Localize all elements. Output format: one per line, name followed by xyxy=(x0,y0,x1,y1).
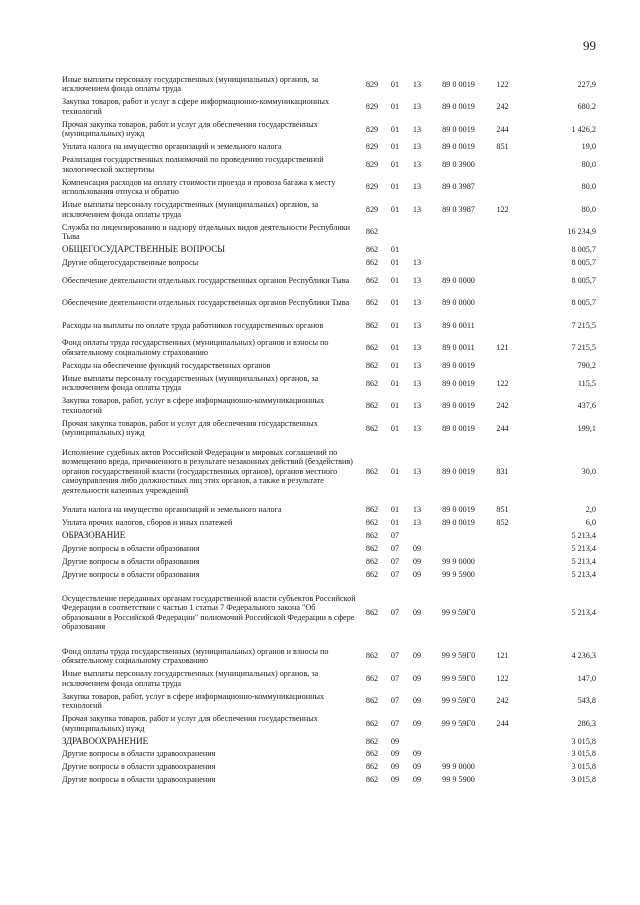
subsection-code: 13 xyxy=(412,466,422,476)
section-code: 01 xyxy=(390,518,400,528)
subsection-code: 09 xyxy=(412,762,422,772)
item-name: Расходы на обеспечение функций государственных органов xyxy=(62,360,271,370)
subsection-code: 09 xyxy=(412,543,422,553)
ministry-code: 862 xyxy=(365,343,379,353)
ministry-code: 862 xyxy=(365,762,379,772)
section-code: 07 xyxy=(390,673,400,683)
item-name: Иные выплаты персоналу государственных (муниципальных) органов, за исключением фонда оплаты труда xyxy=(62,74,319,94)
item-name: ОБРАЗОВАНИЕ xyxy=(62,530,126,541)
amount: 199,1 xyxy=(577,423,596,433)
ministry-code: 862 xyxy=(365,320,379,330)
table-row xyxy=(62,667,596,690)
expense-type-code: 242 xyxy=(496,102,509,111)
expense-type-code: 242 xyxy=(496,401,509,411)
subsection-code: 13 xyxy=(412,102,422,111)
amount: 1 426,2 xyxy=(571,124,596,134)
subsection-code: 13 xyxy=(412,124,422,134)
table-row xyxy=(62,372,596,395)
section-code: 07 xyxy=(390,556,400,566)
ministry-code: 862 xyxy=(365,360,379,370)
amount: 543,8 xyxy=(577,696,596,706)
subsection-code: 13 xyxy=(412,204,422,214)
ministry-code: 829 xyxy=(365,142,379,152)
section-code: 01 xyxy=(390,257,400,267)
table-row xyxy=(62,395,596,418)
subsection-code: 13 xyxy=(412,159,422,169)
section-code: 07 xyxy=(390,608,400,618)
subsection-code: 13 xyxy=(412,275,422,285)
table-row xyxy=(62,198,596,221)
ministry-code: 862 xyxy=(365,401,379,411)
ministry-code: 862 xyxy=(365,673,379,683)
expense-type-code: 244 xyxy=(496,423,509,433)
subsection-code: 09 xyxy=(412,651,422,661)
target-article-code: 99 9 59Г0 xyxy=(441,718,476,728)
target-article-code: 89 0 0019 xyxy=(442,423,475,433)
section-code: 01 xyxy=(390,466,400,476)
expense-type-code: 831 xyxy=(496,466,509,476)
table-row xyxy=(62,516,596,529)
section-code: 07 xyxy=(390,569,400,579)
item-name: Фонд оплаты труда государственных (муниципальных) органов и взносы по обязательному социальному страхованию xyxy=(62,338,329,357)
target-article-code: 89 0 0019 xyxy=(442,518,475,528)
table-row xyxy=(62,314,596,337)
table-row xyxy=(62,118,596,141)
section-row xyxy=(62,529,596,542)
ministry-code: 829 xyxy=(365,182,379,192)
ministry-code: 862 xyxy=(365,378,379,388)
subsection-code: 09 xyxy=(412,556,422,566)
table-row xyxy=(62,761,596,774)
subsection-code: 13 xyxy=(412,257,422,267)
item-name: Другие вопросы в области здравоохранения xyxy=(62,762,216,772)
ministry-code: 862 xyxy=(365,245,379,255)
ministry-code: 862 xyxy=(365,531,379,541)
amount: 80,0 xyxy=(581,182,596,192)
amount: 5 213,4 xyxy=(571,556,596,566)
section-code: 01 xyxy=(390,505,400,515)
item-name: Расходы на выплаты по оплате труда работников государственных органов xyxy=(62,320,324,330)
item-name: Другие вопросы в области образования xyxy=(62,569,200,579)
target-article-code: 99 9 0000 xyxy=(442,762,475,772)
expense-type-code: 852 xyxy=(496,518,509,528)
section-code: 07 xyxy=(390,531,400,541)
subsection-code: 09 xyxy=(412,749,422,759)
section-code: 07 xyxy=(390,718,400,728)
subsection-code: 13 xyxy=(412,423,422,433)
amount: 2,0 xyxy=(585,505,596,515)
item-name: Другие общегосударственные вопросы xyxy=(62,257,199,267)
item-name: Закупка товаров, работ и услуг в сфере информационно-коммуникационных технологий xyxy=(62,97,330,116)
amount: 5 213,4 xyxy=(571,531,596,541)
item-name: Компенсация расходов на оплату стоимости проезда и провоза багажа к месту использования отпуска и обратно xyxy=(62,177,336,197)
section-code: 01 xyxy=(390,343,400,353)
ministry-code: 862 xyxy=(365,298,379,308)
subsection-code: 09 xyxy=(412,569,422,579)
table-row xyxy=(62,153,596,176)
section-code: 01 xyxy=(390,124,400,134)
ministry-code: 829 xyxy=(365,204,379,214)
ministry-code: 862 xyxy=(365,696,379,706)
expense-type-code: 244 xyxy=(496,124,509,134)
ministry-code: 862 xyxy=(365,275,379,285)
table-row xyxy=(62,417,596,440)
section-code: 01 xyxy=(390,298,400,308)
subsection-code: 13 xyxy=(412,343,422,353)
item-name: Уплата налога на имущество организаций и земельного налога xyxy=(62,505,282,515)
amount: 8 005,7 xyxy=(571,275,596,285)
section-code: 01 xyxy=(390,182,400,192)
item-name: Обеспечение деятельности отдельных государственных органов Республики Тыва xyxy=(62,298,350,308)
section-code: 09 xyxy=(390,749,400,759)
target-article-code: 89 0 0019 xyxy=(442,360,475,370)
target-article-code: 89 0 0019 xyxy=(442,466,475,476)
ministry-code: 862 xyxy=(365,423,379,433)
subsection-code: 09 xyxy=(412,673,422,683)
table-row xyxy=(62,542,596,555)
table-row xyxy=(62,96,596,119)
table-row xyxy=(62,690,596,713)
section-code: 01 xyxy=(390,245,400,255)
subsection-code: 13 xyxy=(412,505,422,515)
expense-type-code: 122 xyxy=(496,79,509,89)
ministry-code: 862 xyxy=(365,608,379,618)
section-code: 01 xyxy=(390,360,400,370)
table-row xyxy=(62,141,596,154)
target-article-code: 99 9 59Г0 xyxy=(441,696,476,706)
item-name: Фонд оплаты труда государственных (муниципальных) органов и взносы по обязательному социальному страхованию xyxy=(62,646,329,666)
target-article-code: 89 0 0019 xyxy=(442,378,475,388)
item-name: Прочая закупка товаров, работ и услуг для обеспечения государственных (муниципальных) нужд xyxy=(62,119,318,139)
expense-type-code: 122 xyxy=(496,673,509,683)
amount: 8 005,7 xyxy=(571,257,596,267)
item-name: Осуществление переданных органам государственной власти субъектов Российской Федерации в соответствии с частью 1 статьи 7 Федерального закона "Об образовании в Российской Федерации" полномочий Российской Федерации в сфере образования xyxy=(62,593,356,632)
amount: 3 015,8 xyxy=(571,749,596,759)
budget-table xyxy=(62,73,596,786)
table-row xyxy=(62,504,596,517)
ministry-code: 829 xyxy=(365,159,379,169)
table-row xyxy=(62,645,596,668)
ministry-code: 862 xyxy=(365,257,379,267)
section-code: 01 xyxy=(390,159,400,169)
subsection-code: 13 xyxy=(412,360,422,370)
item-name: Реализация государственных полномочий по проведению государственной экологической экспертизы xyxy=(62,155,324,174)
amount: 4 236,3 xyxy=(571,651,596,661)
target-article-code: 89 0 0000 xyxy=(442,298,475,308)
section-row xyxy=(62,735,596,748)
item-name: Прочая закупка товаров, работ и услуг для обеспечения государственных (муниципальных) нужд xyxy=(62,418,318,438)
amount: 80,0 xyxy=(581,159,596,169)
table-row xyxy=(62,774,596,787)
target-article-code: 99 9 59Г0 xyxy=(441,673,476,683)
section-code: 01 xyxy=(390,79,400,89)
subsection-code: 13 xyxy=(412,378,422,388)
section-row xyxy=(62,243,596,256)
subsection-code: 09 xyxy=(412,718,422,728)
ministry-code: 862 xyxy=(365,543,379,553)
amount: 147,0 xyxy=(577,673,596,683)
section-code: 09 xyxy=(390,736,400,746)
amount: 3 015,8 xyxy=(571,762,596,772)
ministry-code: 862 xyxy=(365,505,379,515)
target-article-code: 89 0 0019 xyxy=(442,79,475,89)
subsection-code: 13 xyxy=(412,401,422,411)
ministry-code: 862 xyxy=(365,718,379,728)
section-code: 07 xyxy=(390,543,400,553)
expense-type-code: 122 xyxy=(496,378,509,388)
subsection-code: 09 xyxy=(412,775,422,785)
amount: 790,2 xyxy=(577,360,596,370)
item-name: Другие вопросы в области здравоохранения xyxy=(62,749,216,759)
ministry-code: 862 xyxy=(365,569,379,579)
section-code: 01 xyxy=(390,102,400,111)
section-code: 09 xyxy=(390,775,400,785)
section-code: 01 xyxy=(390,142,400,152)
amount: 5 213,4 xyxy=(571,569,596,579)
section-code: 07 xyxy=(390,651,400,661)
table-row xyxy=(62,359,596,372)
ministry-code: 829 xyxy=(365,102,379,111)
amount: 30,0 xyxy=(581,466,596,476)
subsection-code: 13 xyxy=(412,79,422,89)
expense-type-code: 242 xyxy=(496,696,509,706)
expense-type-code: 851 xyxy=(496,505,509,515)
target-article-code: 89 0 0011 xyxy=(442,320,475,330)
amount: 3 015,8 xyxy=(571,775,596,785)
ministry-code: 862 xyxy=(365,736,379,746)
table-row xyxy=(62,555,596,568)
table-row xyxy=(62,337,596,360)
section-code: 01 xyxy=(390,378,400,388)
amount: 437,6 xyxy=(577,401,596,411)
amount: 680,2 xyxy=(577,102,596,111)
target-article-code: 89 0 3987 xyxy=(442,182,475,192)
amount: 227,9 xyxy=(577,79,596,89)
item-name: Закупка товаров, работ, услуг в сфере информационно-коммуникационных технологий xyxy=(62,691,325,711)
ministry-code: 862 xyxy=(365,466,379,476)
section-code: 01 xyxy=(390,401,400,411)
target-article-code: 99 9 59Г0 xyxy=(441,651,476,661)
target-article-code: 89 0 3900 xyxy=(442,159,475,169)
table-row xyxy=(62,292,596,315)
item-name: Закупка товаров, работ, услуг в сфере информационно-коммуникационных технологий xyxy=(62,396,325,415)
amount: 115,5 xyxy=(577,378,596,388)
table-row xyxy=(62,269,596,292)
target-article-code: 89 0 0000 xyxy=(442,275,475,285)
ministry-code: 862 xyxy=(365,651,379,661)
amount: 7 215,5 xyxy=(571,343,596,353)
target-article-code: 89 0 0011 xyxy=(442,343,475,353)
section-code: 09 xyxy=(390,762,400,772)
target-article-code: 89 0 0019 xyxy=(442,401,475,411)
item-name: Иные выплаты персоналу государственных (муниципальных) органов, за исключением фонда оплаты труда xyxy=(62,373,319,393)
expense-type-code: 121 xyxy=(496,651,509,661)
expense-type-code: 122 xyxy=(496,204,509,214)
amount: 16 234,9 xyxy=(567,227,596,237)
table-row xyxy=(62,256,596,269)
ministry-code: 862 xyxy=(365,227,379,237)
subsection-code: 09 xyxy=(412,608,422,618)
table-row xyxy=(62,440,596,504)
item-name: Обеспечение деятельности отдельных государственных органов Республики Тыва xyxy=(62,275,350,285)
target-article-code: 89 0 0019 xyxy=(442,124,475,134)
table-row xyxy=(62,748,596,761)
item-name: Служба по лицензированию и надзору отдельных видов деятельности Республики Тыва xyxy=(62,222,351,242)
item-name: Исполнение судебных актов Российской Федерации и мировых соглашений по возмещению вреда, причиненного в результате незаконных действий (бездействия) органов государственной власти (государственных органов), органов местного самоуправления либо должностных лиц этих органов, а также в результате деятельности казенных учреждений xyxy=(62,447,353,495)
amount: 80,0 xyxy=(581,204,596,214)
ministry-code: 862 xyxy=(365,775,379,785)
subsection-code: 13 xyxy=(412,182,422,192)
table-row xyxy=(62,581,596,645)
ministry-code: 862 xyxy=(365,518,379,528)
table-row xyxy=(62,176,596,199)
table-row xyxy=(62,221,596,244)
amount: 3 015,8 xyxy=(571,736,596,746)
amount: 5 213,4 xyxy=(571,543,596,553)
target-article-code: 89 0 3987 xyxy=(442,204,475,214)
item-name: Другие вопросы в области образования xyxy=(62,543,200,553)
amount: 6,0 xyxy=(585,518,596,528)
item-name: Иные выплаты персоналу государственных (муниципальных) органов, за исключением фонда оплаты труда xyxy=(62,669,319,688)
subsection-code: 13 xyxy=(412,298,422,308)
amount: 19,0 xyxy=(581,142,596,152)
item-name: Уплата прочих налогов, сборов и иных платежей xyxy=(62,518,233,528)
item-name: Другие вопросы в области образования xyxy=(62,556,200,566)
item-name: Другие вопросы в области здравоохранения xyxy=(62,775,216,785)
target-article-code: 99 9 5900 xyxy=(442,775,475,785)
amount: 8 005,7 xyxy=(571,245,596,255)
amount: 8 005,7 xyxy=(571,298,596,308)
section-code: 01 xyxy=(390,320,400,330)
target-article-code: 89 0 0019 xyxy=(442,505,475,515)
section-code: 07 xyxy=(390,696,400,706)
target-article-code: 89 0 0019 xyxy=(442,142,475,152)
subsection-code: 13 xyxy=(412,142,422,152)
subsection-code: 13 xyxy=(412,320,422,330)
ministry-code: 862 xyxy=(365,556,379,566)
table-row xyxy=(62,568,596,581)
ministry-code: 862 xyxy=(365,749,379,759)
item-name: ЗДРАВООХРАНЕНИЕ xyxy=(62,735,149,746)
table-row xyxy=(62,712,596,735)
section-code: 01 xyxy=(390,275,400,285)
item-name: ОБЩЕГОСУДАРСТВЕННЫЕ ВОПРОСЫ xyxy=(62,244,226,255)
item-name: Иные выплаты персоналу государственных (муниципальных) органов, за исключением фонда оплаты труда xyxy=(62,200,319,219)
target-article-code: 99 9 59Г0 xyxy=(441,608,476,618)
subsection-code: 13 xyxy=(412,518,422,528)
ministry-code: 829 xyxy=(365,124,379,134)
page-number: 99 xyxy=(583,38,596,53)
expense-type-code: 121 xyxy=(496,343,509,353)
subsection-code: 09 xyxy=(412,696,422,706)
section-code: 01 xyxy=(390,204,400,214)
target-article-code: 89 0 0019 xyxy=(442,102,475,111)
amount: 5 213,4 xyxy=(571,608,596,618)
section-code: 01 xyxy=(390,423,400,433)
amount: 7 215,5 xyxy=(571,320,596,330)
target-article-code: 99 9 5900 xyxy=(442,569,475,579)
table-row xyxy=(62,73,596,96)
amount: 286,3 xyxy=(577,718,596,728)
item-name: Прочая закупка товаров, работ и услуг для обеспечения государственных (муниципальных) нужд xyxy=(62,714,318,733)
ministry-code: 829 xyxy=(365,79,379,89)
target-article-code: 99 9 0000 xyxy=(442,556,475,566)
expense-type-code: 244 xyxy=(496,718,509,728)
expense-type-code: 851 xyxy=(496,142,509,152)
item-name: Уплата налога на имущество организаций и земельного налога xyxy=(62,142,282,152)
